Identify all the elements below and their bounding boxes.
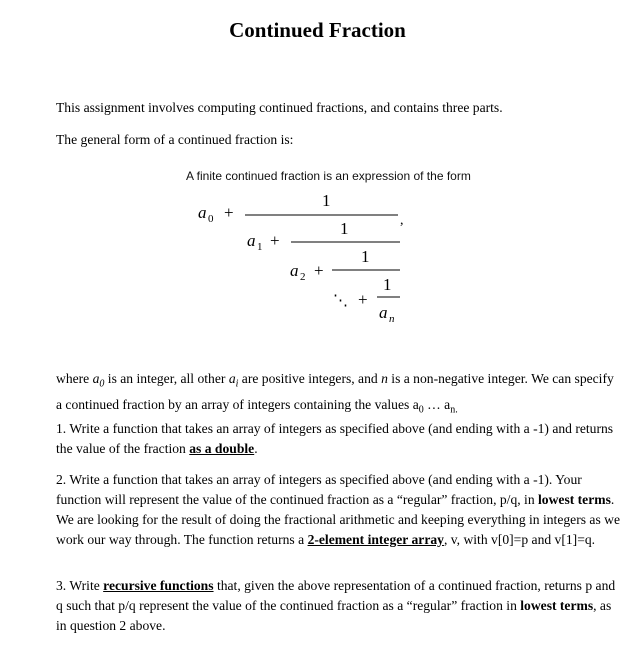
a0-subscript: 0 bbox=[208, 213, 214, 225]
numerator-2: 1 bbox=[340, 219, 349, 238]
general-form-label: The general form of a continued fraction is: bbox=[56, 132, 294, 147]
emphasis-as-a-double: as a double bbox=[189, 441, 255, 456]
an-symbol: a bbox=[379, 303, 388, 322]
numerator-3: 1 bbox=[361, 247, 370, 266]
a2-subscript: 2 bbox=[300, 271, 306, 283]
plus-0: + bbox=[224, 203, 234, 222]
diagonal-dots: ⋱ bbox=[333, 293, 348, 309]
page-title: Continued Fraction bbox=[229, 18, 406, 42]
question-3: 3. Write recursive functions that, given the above representation of a continued fraction, returns p and q such that p/q represent the value of the continued fraction as a “regular” fraction in lowest terms, as in question 2 above. bbox=[56, 578, 616, 633]
emphasis-2-element-array: 2-element integer array bbox=[307, 532, 444, 547]
plus-2: + bbox=[314, 261, 324, 280]
where-paragraph: where $a_0$ is an integer, all other $a_i$ are positive integers, and n is a non-negative integer. We can specify a continued fraction by an array of integers containing the values $a_0$ … $a_{n.}$ bbox=[56, 371, 614, 416]
a0-symbol: a bbox=[198, 203, 207, 222]
comma: , bbox=[400, 213, 404, 228]
a1-subscript: 1 bbox=[257, 241, 263, 253]
question-2: 2. Write a function that takes an array of integers as specified above (and ending with a -1). Your function will represent the value of the continued fraction as a “regular” fraction, p/q, in lowest terms. We are looking for the result of doing the fractional arithmetic and keeping everything in integers as we work our way through. The function returns a 2-element integer array, v, with v[0]=p and v[1]=q. bbox=[56, 472, 620, 547]
figure-caption: A finite continued fraction is an expression of the form bbox=[186, 169, 471, 183]
numerator-1: 1 bbox=[322, 191, 331, 210]
continued-fraction-formula bbox=[190, 184, 430, 334]
numerator-4: 1 bbox=[383, 275, 392, 294]
plus-1: + bbox=[270, 231, 280, 250]
intro-paragraph: This assignment involves computing continued fractions, and contains three parts. bbox=[56, 100, 503, 115]
question-1: 1. Write a function that takes an array of integers as specified above (and ending with a -1) and returns the value of the fraction as a double. bbox=[56, 421, 614, 456]
emphasis-recursive-functions: recursive functions bbox=[103, 578, 214, 593]
plus-n: + bbox=[358, 290, 368, 309]
an-subscript: n bbox=[389, 313, 395, 325]
a2-symbol: a bbox=[290, 261, 299, 280]
a1-symbol: a bbox=[247, 231, 256, 250]
